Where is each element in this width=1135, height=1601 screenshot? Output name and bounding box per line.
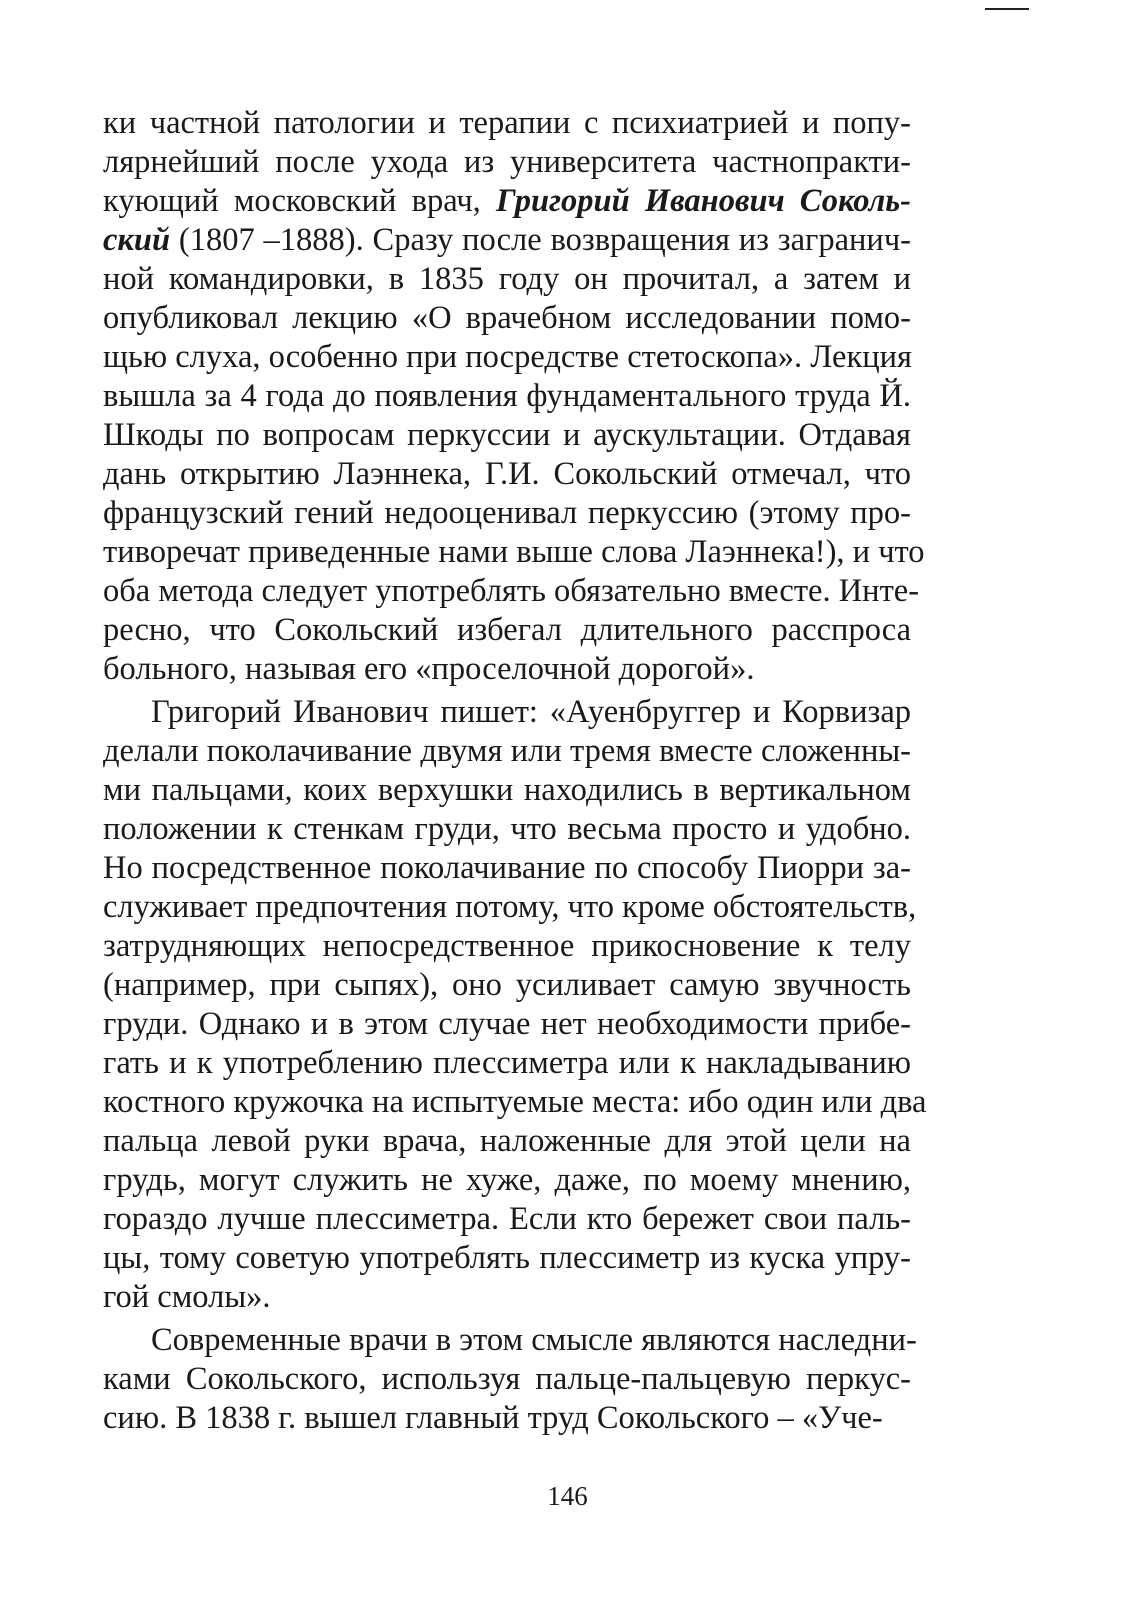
text-line <box>103 693 911 732</box>
text-line <box>103 1083 927 1122</box>
text-line <box>103 494 911 533</box>
text-line <box>103 1360 911 1399</box>
text-line <box>103 1122 911 1161</box>
text-line <box>103 771 911 810</box>
text-run: ками Сокольского, используя пальце-пальцевую перкус- <box>103 1361 911 1397</box>
text-line <box>103 1005 911 1044</box>
text-line <box>103 1161 911 1200</box>
paragraph <box>103 104 925 689</box>
text-run: французский гений недооценивал перкуссию (этому про- <box>103 495 911 531</box>
text-run: цы, тому советую употреблять плессиметр из куска упру- <box>103 1240 911 1276</box>
text-run: служивает предпочтения потому, что кроме обстоятельств, <box>103 889 917 925</box>
text-line <box>103 1239 911 1278</box>
text-line <box>103 732 911 771</box>
text-line <box>103 1200 911 1239</box>
page-number: 146 <box>547 1481 588 1511</box>
person-name-emphasis: Григорий Иванович Соколь- <box>495 183 911 219</box>
text-run: костного кружочка на испытуемые места: ибо один или два <box>103 1084 927 1120</box>
text-run: больного, называя его «проселочной дорогой». <box>103 651 755 687</box>
text-line <box>103 572 920 611</box>
text-line <box>103 299 911 338</box>
text-run: щью слуха, особенно при посредстве стетоскопа». Лекция <box>103 339 913 375</box>
text-line <box>103 455 911 494</box>
text-line <box>103 650 911 689</box>
text-run: пальца левой руки врача, наложенные для этой цели на <box>103 1123 911 1159</box>
text-line <box>103 1321 917 1360</box>
text-run: гораздо лучше плессиметра. Если кто бережет свои паль- <box>103 1201 911 1237</box>
text-run: тиворечат приведенные нами выше слова Лаэннека!), и что <box>103 534 925 570</box>
top-edge-rule <box>985 8 1029 10</box>
text-line <box>103 221 911 260</box>
paragraph <box>103 693 927 1317</box>
text-line <box>103 182 911 221</box>
text-line <box>103 927 911 966</box>
text-line <box>103 416 911 455</box>
text-run: груди. Однако и в этом случае нет необходимости прибе- <box>103 1006 911 1042</box>
text-run: грудь, могут служить не хуже, даже, по моему мнению, <box>103 1162 911 1198</box>
text-run: ресно, что Сокольский избегал длительного расспроса <box>103 612 911 648</box>
text-line <box>103 1044 911 1083</box>
text-run: (1807 –1888). Сразу после возвращения из загранич- <box>170 222 911 258</box>
person-name-emphasis: ский <box>103 222 171 258</box>
text-line <box>103 810 911 849</box>
text-run: ной командировки, в 1835 году он прочитал, а затем и <box>103 261 911 297</box>
text-line <box>103 533 925 572</box>
text-run: лярнейший после ухода из университета частнопракти- <box>103 144 911 180</box>
text-line <box>103 849 911 888</box>
text-run: сию. В 1838 г. вышел главный труд Сокольского – «Уче- <box>103 1400 883 1436</box>
text-line <box>103 143 911 182</box>
text-line <box>103 1278 911 1317</box>
body-text <box>103 104 927 1438</box>
text-run: гой смолы». <box>103 1279 271 1315</box>
text-line <box>103 260 911 299</box>
text-line <box>103 888 917 927</box>
text-run: кующий московский врач, <box>103 183 496 219</box>
text-run: гать и к употреблению плессиметра или к накладыванию <box>103 1045 911 1081</box>
text-run: затрудняющих непосредственное прикосновение к телу <box>103 928 911 964</box>
text-line <box>103 611 911 650</box>
text-line <box>103 966 911 1005</box>
text-run: делали поколачивание двумя или тремя вместе сложенны- <box>103 733 911 769</box>
text-run: опубликовал лекцию «О врачебном исследовании помо- <box>103 300 911 336</box>
text-run: ки частной патологии и терапии с психиатрией и попу- <box>103 105 911 141</box>
text-run: оба метода следует употреблять обязательно вместе. Инте- <box>103 573 920 609</box>
text-run: Современные врачи в этом смысле являются наследни- <box>151 1322 917 1358</box>
text-run: ми пальцами, коих верхушки находились в вертикальном <box>103 772 911 808</box>
text-line <box>103 338 911 377</box>
text-line <box>103 377 911 416</box>
text-run: дань открытию Лаэннека, Г.И. Сокольский отмечал, что <box>103 456 911 492</box>
text-line <box>103 1399 911 1438</box>
text-run: (например, при сыпях), оно усиливает самую звучность <box>103 967 911 1003</box>
text-run: Григорий Иванович пишет: «Ауенбруггер и Корвизар <box>151 694 911 730</box>
text-run: положении к стенкам груди, что весьма просто и удобно. <box>103 811 911 847</box>
text-run: Но посредственное поколачивание по способу Пиорри за- <box>103 850 911 886</box>
text-run: вышла за 4 года до появления фундаментального труда Й. <box>103 378 911 414</box>
paragraph <box>103 1321 917 1438</box>
text-run: Шкоды по вопросам перкуссии и аускультации. Отдавая <box>103 417 911 453</box>
text-line <box>103 104 911 143</box>
